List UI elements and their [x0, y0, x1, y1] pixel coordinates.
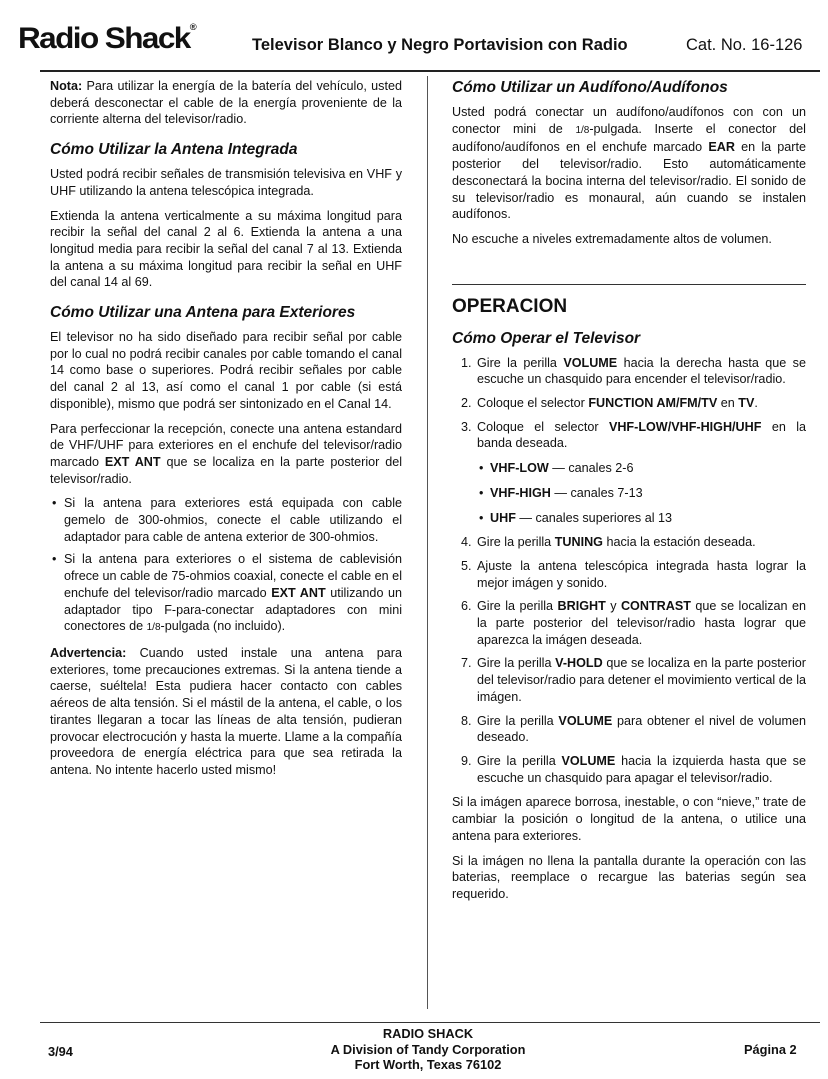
operation-heading: OPERACION	[452, 295, 568, 317]
step-item: 2. Coloque el selector FUNCTION AM/FM/TV en TV.	[461, 396, 758, 411]
header-rule	[40, 70, 820, 72]
integrated-antenna-heading: Cómo Utilizar la Antena Integrada	[50, 141, 298, 159]
battery-note: Nota: Para utilizar la energía de la batería del vehículo, usted deberá desconectar el cable de la energía proveniente de la corriente alterna del televisor/radio.	[50, 79, 402, 127]
operation-steps	[452, 355, 806, 787]
fraction: 1/8	[575, 124, 590, 136]
step-item: 6. Gire la perilla BRIGHT y CONTRAST que se localizan en la parte posterior del televisor/radio hasta lograr que aparezca la imágen deseada.	[461, 599, 806, 647]
antenna-paragraph: Usted podrá recibir señales de transmisión televisiva en VHF y UHF utilizando la antena telescópica integrada.	[50, 167, 402, 198]
footer-rule	[40, 1022, 820, 1023]
right-column	[452, 78, 806, 911]
left-column	[50, 78, 402, 787]
warning-paragraph: Advertencia: Cuando usted instale una antena para exteriores, tome precauciones extremas. Si la antena tiende a caerse, suéltela! Esta pudiera hacer contacto con cables aéreos de alta tensión. Si el mástil de la antena, el cable, o los tirantes llegaran a tocar las líneas de alta tensión, pudieran provocar electrocución y hasta la muerte. Llame a la compañía proveedora de energía eléctrica para que sea retirada la antena. No intente hacerlo usted mismo!	[50, 645, 402, 777]
warning-label: Advertencia:	[50, 645, 127, 660]
step-item: 5. Ajuste la antena telescópica integrada hasta lograr la mejor imágen y sonido.	[461, 558, 806, 590]
volume-warning: No escuche a niveles extremadamente altos de volumen.	[452, 231, 772, 246]
document-title: Televisor Blanco y Negro Portavision con Radio	[252, 36, 628, 54]
reception-paragraph: Para perfeccionar la recepción, conecte una antena estandard de VHF/UHF para exteriores en el enchufe del televisor/radio marcado EXT ANT que se localiza en la parte posterior del televisor/radio.	[50, 421, 402, 486]
outdoor-antenna-heading: Cómo Utilizar una Antena para Exteriores	[50, 304, 356, 322]
catalog-number: Cat. No. 16-126	[686, 36, 803, 54]
headphone-heading: Cómo Utilizar un Audífono/Audífonos	[452, 79, 728, 96]
band-list	[477, 460, 806, 526]
step-item: 8. Gire la perilla VOLUME para obtener el nivel de volumen deseado.	[461, 713, 806, 745]
list-item: • Si la antena para exteriores está equipada con cable gemelo de 300-ohmios, conecte el cable utilizando el adaptador para cable de antena exterior de 300-ohmios.	[50, 495, 402, 545]
footer-company: RADIO SHACK	[382, 1026, 474, 1041]
antenna-paragraph: Extienda la antena verticalmente a su máxima longitud para recibir la señal del canal 2 al 6. Extienda la antena a una longitud media para recibir la señal del canal 7 al 13. Extienda la antena a su máxima longitud para recibir la señal en UHF del canal 14 al 69.	[50, 208, 402, 290]
page-header	[18, 20, 818, 56]
step-item: 1. Gire la perilla VOLUME hacia la derecha hasta que se escuche un chasquido para encender el televisor/radio.	[461, 355, 806, 387]
image-quality-paragraph: Si la imágen aparece borrosa, inestable, o con “nieve,” trate de cambiar la posición o longitud de la antena, o utilice una antena para exteriores.	[452, 795, 806, 843]
step-item: 4. Gire la perilla TUNING hacia la estación deseada.	[461, 535, 756, 550]
antenna-bullets	[50, 495, 402, 637]
band-item: • VHF-LOW — canales 2-6	[477, 460, 806, 477]
footer-date: 3/94	[48, 1044, 73, 1059]
note-label: Nota:	[50, 79, 83, 93]
step-item: 7. Gire la perilla V-HOLD que se localiza en la parte posterior del televisor/radio para detener el movimiento vertical de la imágen.	[461, 656, 807, 704]
radio-shack-logo: Radio Shack®	[18, 22, 197, 55]
band-item: • UHF — canales superiores al 13	[477, 510, 806, 527]
footer-company-block	[278, 1026, 578, 1073]
footer-address: Fort Worth, Texas 76102	[354, 1057, 502, 1072]
page-number: Página 2	[744, 1042, 797, 1057]
step-item: 3. Coloque el selector VHF-LOW/VHF-HIGH/UHF en la banda deseada. • VHF-LOW — canales 2-6 • VHF-HIGH — canales 7-13 • UHF — canales superiores al 13	[452, 419, 806, 527]
band-item: • VHF-HIGH — canales 7-13	[477, 485, 806, 502]
footer-division: A Division of Tandy Corporation	[330, 1041, 526, 1057]
list-item: • Si la antena para exteriores o el sistema de cablevisión ofrece un cable de 75-ohmios coaxial, conecte el cable en el enchufe del televisor/radio marcado EXT ANT utilizando un adaptador tipo F-para-conectar adaptadores con mini conectores de 1/8-pulgada (no incluido).	[50, 551, 402, 637]
headphone-paragraph: Usted podrá conectar un audífono/audífonos con con un conector mini de 1/8-pulgada. Inserte el conector del audífono/audífonos en el enchufe marcado EAR en la parte posterior del televisor/radio. Esto automáticamente desconectará la bocina interna del televisor/radio. El sonido de su televisor/radio es monaural, aún cuando se instalen audífonos.	[452, 105, 806, 222]
fraction: 1/8	[146, 622, 161, 634]
cable-paragraph: El televisor no ha sido diseñado para recibir señal por cable por lo cual no podrá recibir canales por cable tomando el canal 14 como base o superiores. Podrá recibir señales por cable del canal 2 al 13, así como el canal 1 por cable (si está disponible), mismo que podrá ser sintonizado en el Canal 14.	[50, 330, 402, 411]
battery-paragraph: Si la imágen no llena la pantalla durante la operación con las baterias, reemplace o recargue las baterias según sea requerido.	[452, 853, 806, 901]
column-divider	[427, 76, 428, 1009]
section-rule	[452, 284, 806, 285]
step-item: 9. Gire la perilla VOLUME hacia la izquierda hasta que se escuche un chasquido para apagar el televisor/radio.	[461, 753, 806, 785]
operate-tv-heading: Cómo Operar el Televisor	[452, 329, 641, 347]
